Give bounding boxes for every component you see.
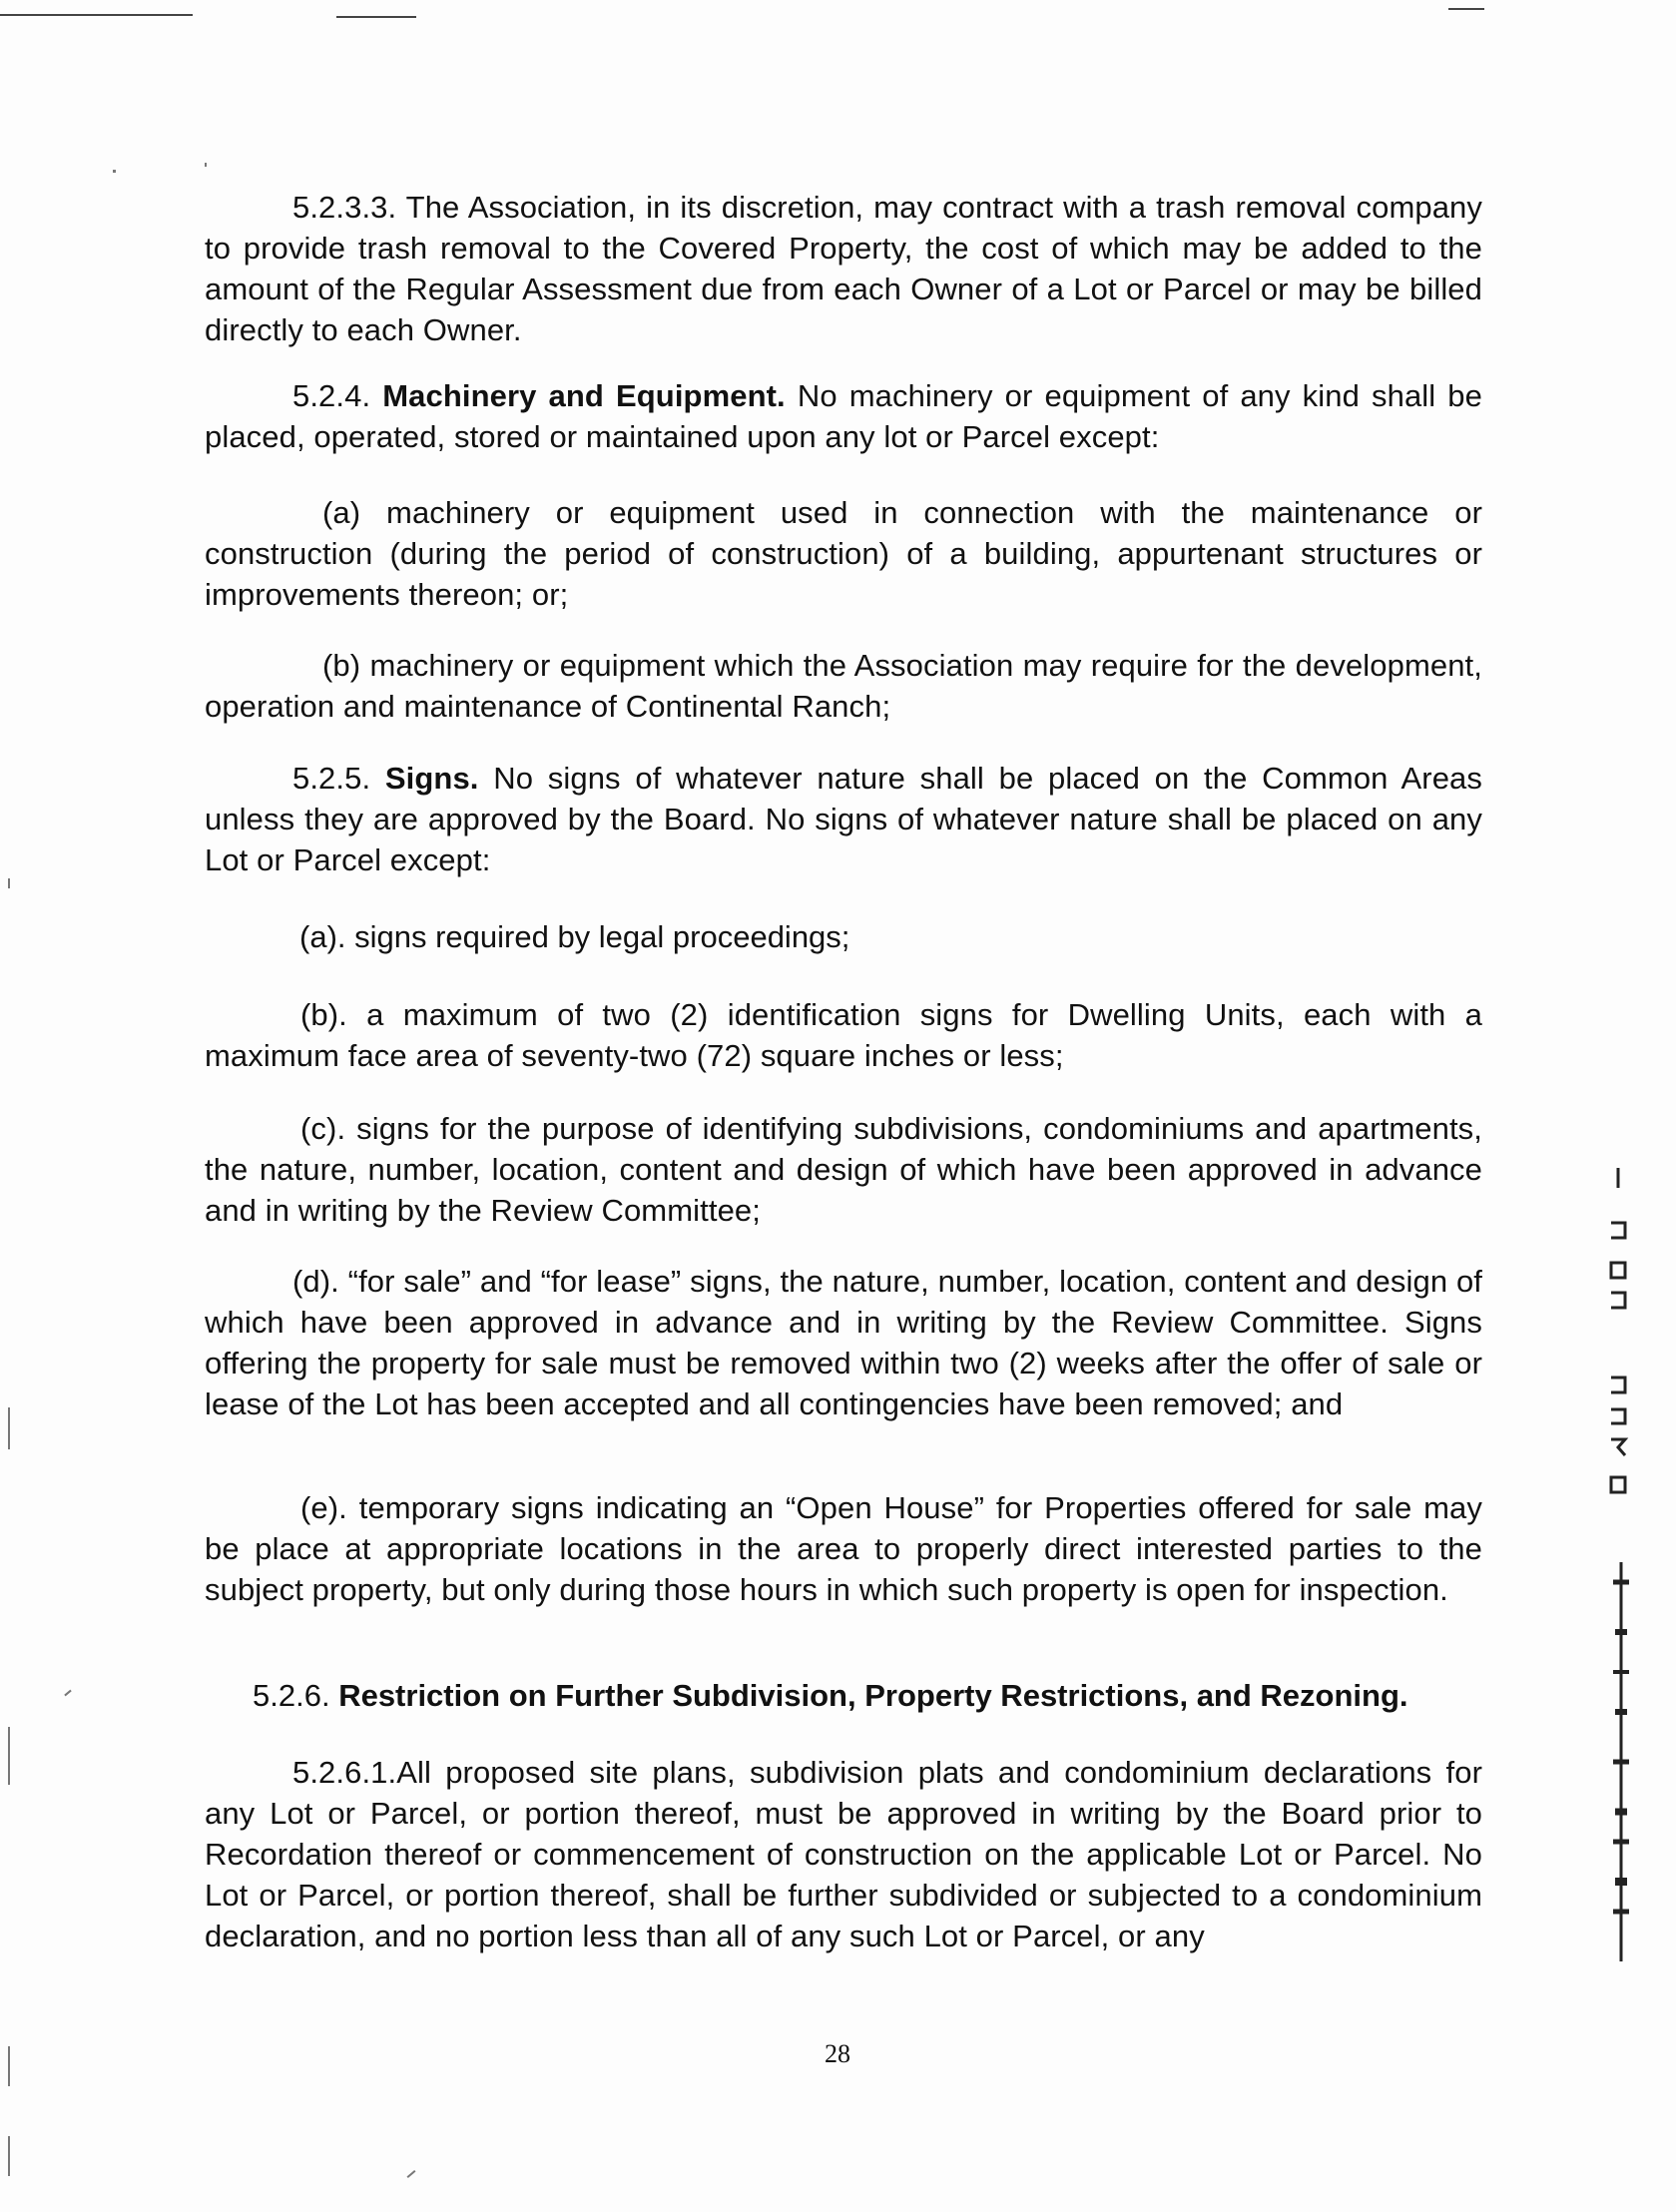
section-5-2-5-item-d-text: (d). “for sale” and “for lease” signs, the nature, number, location, content and design of which have been approved in advance and in writing by the Review Committee. Signs offering the property for sale must be removed within two (2) weeks after the offer of sale or lease of the Lot has been accepted and all contingencies have been removed; and xyxy=(205,1264,1482,1421)
section-5-2-6-1-text: 5.2.6.1.All proposed site plans, subdivision plats and condominium declarations for any Lot or Parcel, or portion thereof, must be approved in writing by the Board prior to Recordation thereof or commencement of construction on the applicable Lot or Parcel. No Lot or Parcel, or portion thereof, shall be further subdivided or subjected to a condominium declaration, and no portion less than all of any such Lot or Parcel, or any xyxy=(205,1755,1482,1953)
section-5-2-4 xyxy=(205,375,1482,457)
margin-mark xyxy=(8,2136,10,2176)
section-5-2-5-number: 5.2.5. xyxy=(292,761,371,796)
section-5-2-6 xyxy=(253,1675,1408,1716)
margin-mark xyxy=(8,2046,10,2086)
margin-mark xyxy=(8,1727,10,1785)
margin-mark xyxy=(113,170,116,173)
section-5-2-4-text: No machinery or equipment of any kind shall be placed, operated, stored or maintained upon any lot or Parcel except: xyxy=(205,378,1482,454)
section-5-2-5-item-d xyxy=(205,1261,1482,1424)
section-5-2-5-item-e xyxy=(205,1487,1482,1610)
scan-artifact-top-center xyxy=(336,16,416,18)
section-5-2-6-number: 5.2.6. xyxy=(253,1678,330,1713)
section-5-2-5 xyxy=(205,758,1482,880)
section-5-2-4-item-b-text: (b) machinery or equipment which the Association may require for the development, operation and maintenance of Continental Ranch; xyxy=(205,648,1482,724)
section-5-2-4-item-b xyxy=(205,645,1482,727)
scan-artifact-top-right xyxy=(1448,8,1484,10)
section-5-2-3-3 xyxy=(205,187,1482,350)
section-5-2-5-item-a xyxy=(299,916,849,957)
recording-stamp xyxy=(1601,1148,1635,1517)
section-5-2-5-heading: Signs. xyxy=(384,761,479,796)
section-5-2-3-3-text: 5.2.3.3. The Association, in its discretion, may contract with a trash removal company to provide trash removal to the Covered Property, the cost of which may be added to the amount of the Regular Assessment due from each Owner of a Lot or Parcel or may be billed directly to each Owner. xyxy=(205,190,1482,347)
margin-mark xyxy=(8,1407,10,1449)
section-5-2-5-item-c xyxy=(205,1108,1482,1231)
section-5-2-4-number: 5.2.4. xyxy=(292,378,371,413)
margin-barcode xyxy=(1607,1562,1635,1961)
section-5-2-4-heading: Machinery and Equipment. xyxy=(382,378,786,413)
section-5-2-5-item-a-text: (a). signs required by legal proceedings; xyxy=(299,919,850,954)
section-5-2-5-item-b-text: (b). a maximum of two (2) identification signs for Dwelling Units, each with a maximum face area of seventy-two (72) square inches or less; xyxy=(205,997,1482,1073)
section-5-2-6-heading: Restriction on Further Subdivision, Property Restrictions, and Rezoning. xyxy=(338,1678,1408,1713)
section-5-2-5-text: No signs of whatever nature shall be placed on the Common Areas unless they are approved by the Board. No signs of whatever nature shall be placed on any Lot or Parcel except: xyxy=(205,761,1482,877)
margin-mark xyxy=(407,2170,416,2178)
margin-mark xyxy=(8,878,10,888)
margin-mark xyxy=(64,1690,71,1697)
scan-artifact-top-left xyxy=(0,14,193,16)
section-5-2-5-item-b xyxy=(205,994,1482,1076)
section-5-2-5-item-c-text: (c). signs for the purpose of identifying subdivisions, condominiums and apartments, the nature, number, location, content and design of which have been approved in advance and in writing by the Review Committee; xyxy=(205,1111,1482,1228)
section-5-2-4-item-a xyxy=(205,492,1482,615)
section-5-2-5-item-e-text: (e). temporary signs indicating an “Open House” for Properties offered for sale may be place at appropriate locations in the area to properly direct interested parties to the subject property, but only during those hours in which such property is open for inspection. xyxy=(205,1490,1482,1607)
section-5-2-6-1 xyxy=(205,1752,1482,1956)
section-5-2-4-item-a-text: (a) machinery or equipment used in connection with the maintenance or construction (during the period of construction) of a building, appurtenant structures or improvements thereon; or; xyxy=(205,495,1482,612)
page-number: 28 xyxy=(825,2039,850,2068)
margin-mark xyxy=(205,163,207,167)
